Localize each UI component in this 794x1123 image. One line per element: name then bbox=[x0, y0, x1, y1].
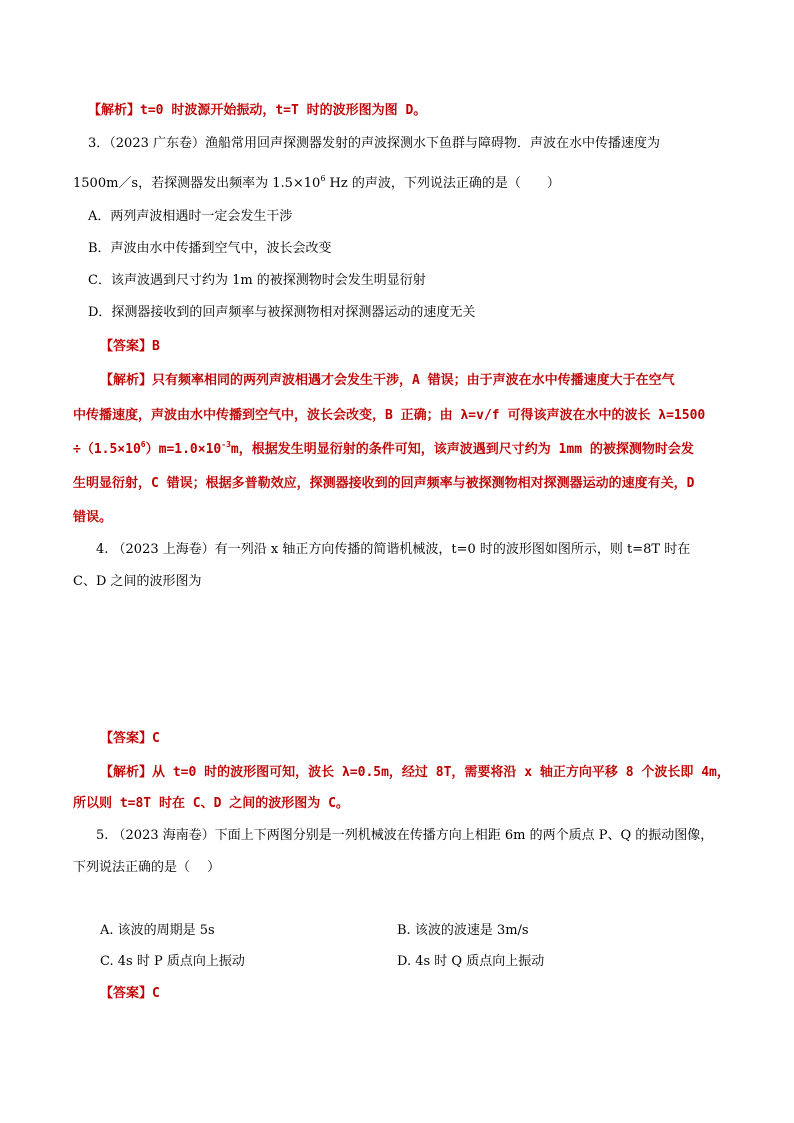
answer-value: B bbox=[152, 339, 160, 354]
q4-explanation-line2: 所以则 t=8T 时在 C、D 之间的波形图为 C。 bbox=[73, 796, 349, 811]
q3-exponent: 6 bbox=[320, 174, 326, 183]
q3-explanation-line2: 中传播速度，声波由水中传播到空气中，波长会改变，B 正确；由 λ=v/f 可得该声波在水中的波长 λ=1500 bbox=[73, 408, 706, 423]
q4-stem-line1: 4. （2023 上海卷）有一列沿 x 轴正方向传播的简谐机械波，t=0 时的波形图如图所示，则 t=8T 时在 bbox=[96, 542, 691, 557]
q3-option-c: C．该声波遇到尺寸约为 1m 的被探测物时会发生明显衍射 bbox=[88, 273, 426, 288]
answer-value: C bbox=[152, 986, 160, 1001]
explanation-text: m，根据发生明显衍射的条件可知，该声波遇到尺寸约为 1mm 的被探测物时会发 bbox=[230, 442, 694, 457]
answer-tag: 【答案】 bbox=[100, 731, 153, 746]
q5-option-c: C. 4s 时 P 质点向上振动 bbox=[100, 954, 245, 969]
q3-stem-line1: 3．（2023 广东卷）渔船常用回声探测器发射的声波探测水下鱼群与障碍物．声波在水中传播速度为 bbox=[88, 136, 660, 151]
q3-stem-line2 bbox=[73, 174, 560, 191]
q3-option-d: D．探测器接收到的回声频率与被探测物相对探测器运动的速度无关 bbox=[88, 305, 476, 320]
q3-stem-text: 1500m／s，若探测器发出频率为 1.5×10 bbox=[73, 176, 321, 191]
q3-explanation-line5: 错误。 bbox=[73, 510, 113, 525]
answer-value: C bbox=[152, 731, 160, 746]
q2-explanation bbox=[88, 104, 426, 117]
q3-answer bbox=[100, 340, 160, 353]
exponent: 6 bbox=[140, 440, 146, 449]
q3-explanation-line3 bbox=[73, 440, 694, 457]
q4-explanation-line1 bbox=[100, 766, 730, 779]
explanation-tag: 【解析】 bbox=[100, 765, 153, 780]
q5-option-a: A. 该波的周期是 5s bbox=[100, 923, 215, 938]
q5-option-b: B. 该波的波速是 3m/s bbox=[397, 923, 529, 938]
q5-stem-line1: 5. （2023 海南卷）下面上下两图分别是一列机械波在传播方向上相距 6m 的两个质点 P、Q 的振动图像， bbox=[96, 828, 714, 843]
q5-answer bbox=[100, 987, 160, 1000]
explanation-text: ÷（1.5×10 bbox=[73, 442, 141, 457]
q5-stem-line2: 下列说法正确的是（ ） bbox=[73, 860, 221, 875]
q3-option-b: B．声波由水中传播到空气中，波长会改变 bbox=[88, 241, 332, 256]
q4-stem-line2: C、D 之间的波形图为 bbox=[73, 574, 202, 589]
q4-answer bbox=[100, 732, 160, 745]
answer-tag: 【答案】 bbox=[100, 339, 153, 354]
q3-explanation-line1 bbox=[100, 374, 675, 387]
explanation-text: ）m=1.0×10 bbox=[145, 442, 222, 457]
explanation-tag: 【解析】 bbox=[88, 103, 141, 118]
answer-tag: 【答案】 bbox=[100, 986, 153, 1001]
q3-option-a: A．两列声波相遇时一定会发生干涉 bbox=[88, 209, 293, 224]
explanation-text: 只有频率相同的两列声波相遇才会发生干涉，A 错误；由于声波在水中传播速度大于在空气 bbox=[152, 373, 675, 388]
q5-option-d: D. 4s 时 Q 质点向上振动 bbox=[397, 954, 545, 969]
exponent: -3 bbox=[221, 440, 231, 449]
explanation-tag: 【解析】 bbox=[100, 373, 153, 388]
explanation-text: t=0 时波源开始振动，t=T 时的波形图为图 D。 bbox=[140, 103, 427, 118]
q3-stem-text-end: Hz 的声波，下列说法正确的是（ ） bbox=[325, 176, 560, 191]
explanation-text: 从 t=0 时的波形图可知，波长 λ=0.5m，经过 8T，需要将沿 x 轴正方向平移 8 个波长即 4m， bbox=[152, 765, 730, 780]
q3-explanation-line4: 生明显衍射，C 错误；根据多普勒效应，探测器接收到的回声频率与被探测物相对探测器运动的速度有关，D bbox=[73, 476, 695, 491]
